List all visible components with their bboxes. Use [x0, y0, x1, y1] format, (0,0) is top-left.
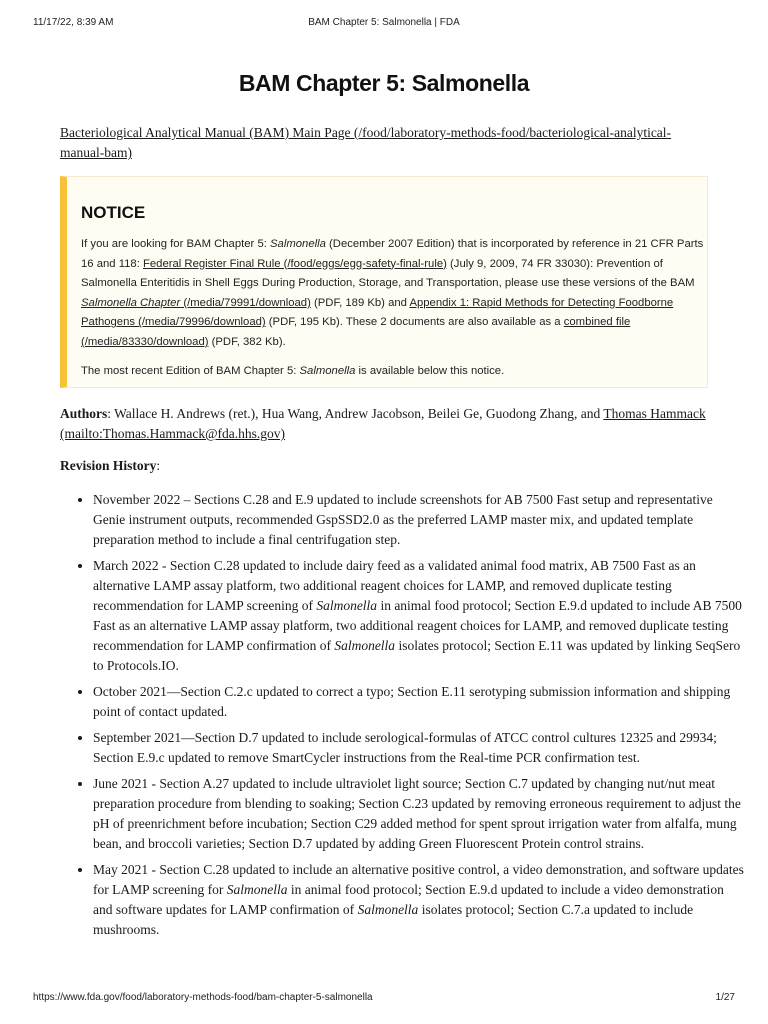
authors-names: : Wallace H. Andrews (ret.), Hua Wang, Andrew Jacobson, Beilei Ge, Guodong Zhang, and [107, 406, 604, 421]
appendix-1-link[interactable]: Appendix 1: Rapid Methods for Detecting Foodborne Pathogens (/media/79996/download) [81, 296, 674, 329]
list-item-text: isolates protocol; Section E.11 was updated by linking SeqSero to Protocols.IO. [93, 638, 741, 673]
list-item-text: October 2021—Section C.2.c updated to correct a typo; Section E.11 serotyping submission information and shipping point of contact updated. [93, 684, 731, 719]
notice-text: If you are looking for BAM Chapter 5: [81, 238, 271, 250]
revision-history-label: Revision History [60, 458, 157, 473]
list-item [93, 728, 745, 768]
print-footer [33, 992, 735, 1006]
notice-text: (PDF, 189 Kb) and [310, 296, 410, 309]
list-item-text: isolates protocol; Section C.7.a updated to include mushrooms. [93, 902, 694, 937]
notice-text: is available below this notice. [355, 365, 505, 377]
revision-history-heading [60, 456, 160, 476]
notice-paragraph-2 [81, 363, 707, 379]
list-item-text: June 2021 - Section A.27 updated to include ultraviolet light source; Section C.7 updated by changing nut/nut meat preparation procedure from blending to soaking; Section C.23 updated by removing erroneous requirement to adjust the pH of preenrichment before incubation; Section C29 added method for spent sprout irrigation water from alfalfa, mung bean, and broccoli varieties; Section D.7 updated by adding Green Fluorescent Protein control strains. [93, 776, 741, 851]
list-item-italic: Salmonella [357, 902, 419, 917]
notice-text: (December 2007 Edition) that is incorporated by reference in 21 CFR Parts 16 and 118: [81, 238, 704, 270]
list-item-text: September 2021—Section D.7 updated to include serological-formulas of ATCC control cultures 12325 and 29934; Section E.9.c updated to remove SmartCycler instructions from the Real-time PCR confirmation test. [93, 730, 717, 765]
salmonella-chapter-link[interactable] [81, 297, 311, 309]
print-doc-title: BAM Chapter 5: Salmonella | FDA [308, 17, 460, 28]
print-datetime: 11/17/22, 8:39 AM [33, 17, 114, 28]
list-item [93, 774, 745, 854]
notice-heading: NOTICE [81, 203, 146, 222]
notice-paragraph [81, 235, 707, 353]
list-item [93, 682, 745, 722]
notice-text-italic: Salmonella [270, 238, 326, 250]
notice-text: (PDF, 195 Kb). These 2 documents are also available as a [265, 316, 564, 329]
notice-box [60, 176, 708, 388]
list-item-text: March 2022 - Section C.28 updated to include dairy feed as a validated animal food matrix, AB 7500 Fast as an alternative LAMP assay platform, two additional reagent choices for LAMP, and removed duplicate testing recommendation for LAMP screening of [93, 558, 696, 613]
salmonella-chapter-link-italic: Salmonella Chapter [81, 296, 181, 309]
notice-text: The most recent Edition of BAM Chapter 5: [81, 365, 300, 377]
federal-register-link[interactable]: Federal Register Final Rule (/food/eggs/egg-safety-final-rule) [142, 257, 447, 270]
revision-history-list [60, 490, 745, 946]
list-item-italic: Salmonella [316, 598, 378, 613]
list-item [93, 556, 745, 676]
list-item-text: in animal food protocol; Section E.9.d updated to include a video demonstration and software updates for LAMP confirmation of [93, 882, 724, 917]
list-item-italic: Salmonella [226, 882, 288, 897]
list-item [93, 490, 745, 550]
list-item [93, 860, 745, 940]
notice-text-italic: Salmonella [299, 365, 356, 377]
list-item-italic: Salmonella [334, 638, 396, 653]
page-number: 1/27 [715, 992, 735, 1003]
combined-file-link[interactable]: combined file (/media/83330/download) [81, 316, 631, 348]
authors-line [60, 404, 710, 444]
authors-label: Authors [60, 406, 108, 421]
notice-text: (PDF, 382 Kb). [208, 335, 286, 348]
revision-history-colon: : [156, 458, 161, 473]
bam-main-page-link[interactable]: Bacteriological Analytical Manual (BAM) Main Page (/food/laboratory-methods-food/bacteriological-analytical-manual-bam) [60, 125, 672, 160]
list-item-text: in animal food protocol; Section E.9.d updated to include AB 7500 Fast as an alternative LAMP assay platform, two additional reagent choices for LAMP, and removed duplicate testing recommendation for LAMP confirmation of [93, 598, 742, 653]
list-item-text: November 2022 – Sections C.28 and E.9 updated to include screenshots for AB 7500 Fast setup and representative Genie instrument outputs, recommended GspSSD2.0 as the preferred LAMP master mix, and updated template preparation method to include a final centrifugation step. [93, 492, 713, 547]
salmonella-chapter-link-url: (/media/79991/download) [180, 296, 311, 309]
thomas-hammack-email-link[interactable]: Thomas Hammack (mailto:Thomas.Hammack@fda.hhs.gov) [60, 406, 706, 441]
list-item-text: May 2021 - Section C.28 updated to include an alternative positive control, a video demonstration, and software updates for LAMP screening for [93, 862, 744, 897]
print-url: https://www.fda.gov/food/laboratory-methods-food/bam-chapter-5-salmonella [33, 992, 373, 1003]
page-title: BAM Chapter 5: Salmonella [238, 70, 530, 96]
notice-text: (July 9, 2009, 74 FR 33030): Prevention of Salmonella Enteritidis in Shell Eggs During Production, Storage, and Transportation, please use these versions of the BAM [81, 257, 695, 290]
print-header [33, 17, 735, 31]
